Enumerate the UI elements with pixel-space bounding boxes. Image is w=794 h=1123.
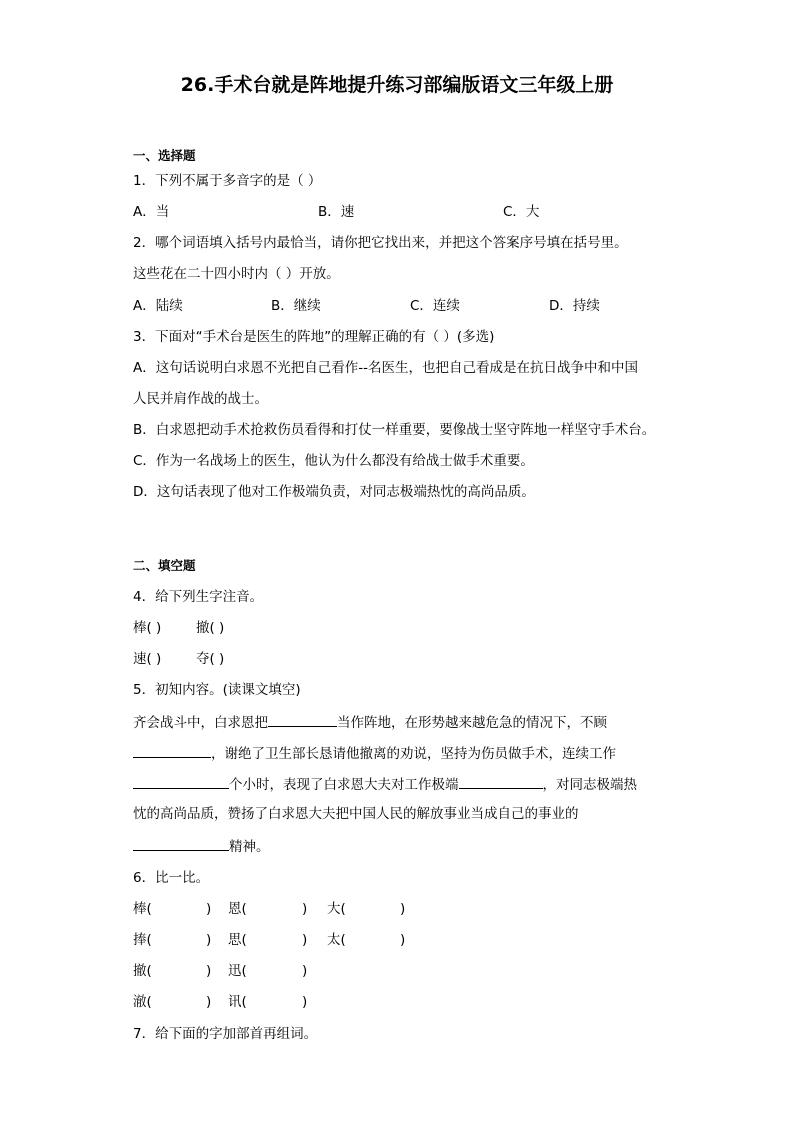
question-1-stem: 1．下列不属于多音字的是（ ） xyxy=(133,173,322,189)
q5-text: ，对同志极端热 xyxy=(542,777,637,793)
q5-text: 精神。 xyxy=(229,839,270,855)
q6-paren-close: ) xyxy=(206,901,212,917)
q3-option-a-line1: A．这句话说明白求恩不光把自己看作--名医生，也把自己看成是在抗日战争中和中国 xyxy=(133,360,638,376)
q5-line-4: 忱的高尚品质，赞扬了白求恩大夫把中国人民的解放事业当成自己的事业的 xyxy=(133,806,579,822)
section-heading-fill: 二、填空题 xyxy=(133,558,196,573)
answer-blank[interactable] xyxy=(133,836,229,851)
answer-blank[interactable] xyxy=(133,774,229,789)
q6-paren-close: ) xyxy=(302,932,308,948)
q6-char: 讯( xyxy=(228,994,247,1010)
q6-paren-close: ) xyxy=(302,994,308,1010)
question-3-stem: 3．下面对“手术台是医生的阵地”的理解正确的有（ ）(多选) xyxy=(133,329,495,345)
q5-text: 齐会战斗中，白求恩把 xyxy=(133,715,268,731)
section-heading-choice: 一、选择题 xyxy=(133,148,196,163)
q1-option-a: A．当 xyxy=(133,204,170,220)
q6-char: 撤( xyxy=(133,963,152,979)
q3-option-c: C．作为一名战场上的医生，他认为什么都没有给战士做手术重要。 xyxy=(133,453,534,469)
q5-line-1 xyxy=(133,712,607,732)
q5-text: ，谢绝了卫生部长恳请他撤离的劝说，坚持为伤员做手术，连续工作 xyxy=(211,746,616,762)
q6-paren-close: ) xyxy=(302,901,308,917)
q4-item: 棒( ) xyxy=(133,620,162,636)
q6-paren-close: ) xyxy=(206,963,212,979)
q5-line-5 xyxy=(133,836,270,856)
q6-char: 太( xyxy=(327,932,346,948)
q5-line-2 xyxy=(133,743,616,763)
q6-paren-close: ) xyxy=(302,963,308,979)
q6-char: 澈( xyxy=(133,994,152,1010)
q4-item: 夺( ) xyxy=(196,651,225,667)
answer-blank[interactable] xyxy=(268,712,337,727)
question-2-stem: 2．哪个词语填入括号内最恰当，请你把它找出来，并把这个答案序号填在括号里。 xyxy=(133,235,628,251)
q3-option-b: B．白求恩把动手术抢救伤员看得和打仗一样重要，要像战士坚守阵地一样坚守手术台。 xyxy=(133,422,656,438)
answer-blank[interactable] xyxy=(133,743,211,758)
q6-paren-close: ) xyxy=(206,994,212,1010)
question-5-stem: 5．初知内容。(读课文填空) xyxy=(133,682,301,698)
q6-char: 恩( xyxy=(228,901,247,917)
q5-line-3 xyxy=(133,774,637,794)
q6-char: 大( xyxy=(327,901,346,917)
question-4-stem: 4．给下列生字注音。 xyxy=(133,589,264,605)
q4-item: 撤( ) xyxy=(196,620,225,636)
q6-paren-close: ) xyxy=(400,932,406,948)
q6-char: 迅( xyxy=(228,963,247,979)
q2-option-d: D．持续 xyxy=(549,298,600,314)
q1-option-b: B．速 xyxy=(318,204,355,220)
q2-option-c: C．连续 xyxy=(410,298,460,314)
q1-option-c: C．大 xyxy=(503,204,540,220)
q6-paren-close: ) xyxy=(400,901,406,917)
page-title: 26.手术台就是阵地提升练习部编版语文三年级上册 xyxy=(180,74,614,96)
q6-char: 捧( xyxy=(133,932,152,948)
q3-option-a-line2: 人民并肩作战的战士。 xyxy=(133,391,268,407)
question-2-sentence: 这些花在二十四小时内（ ）开放。 xyxy=(133,266,340,282)
question-7-stem: 7．给下面的字加部首再组词。 xyxy=(133,1026,318,1042)
q2-option-b: B．继续 xyxy=(271,298,321,314)
q5-text: 当作阵地，在形势越来越危急的情况下，不顾 xyxy=(337,715,607,731)
q3-option-d: D．这句话表现了他对工作极端负责，对同志极端热忱的高尚品质。 xyxy=(133,484,535,500)
q6-paren-close: ) xyxy=(206,932,212,948)
q5-text: 个小时，表现了白求恩大夫对工作极端 xyxy=(229,777,459,793)
answer-blank[interactable] xyxy=(459,774,543,789)
q6-char: 棒( xyxy=(133,901,152,917)
q2-option-a: A．陆续 xyxy=(133,298,183,314)
q4-item: 速( ) xyxy=(133,651,162,667)
question-6-stem: 6．比一比。 xyxy=(133,870,210,886)
q6-char: 思( xyxy=(228,932,247,948)
